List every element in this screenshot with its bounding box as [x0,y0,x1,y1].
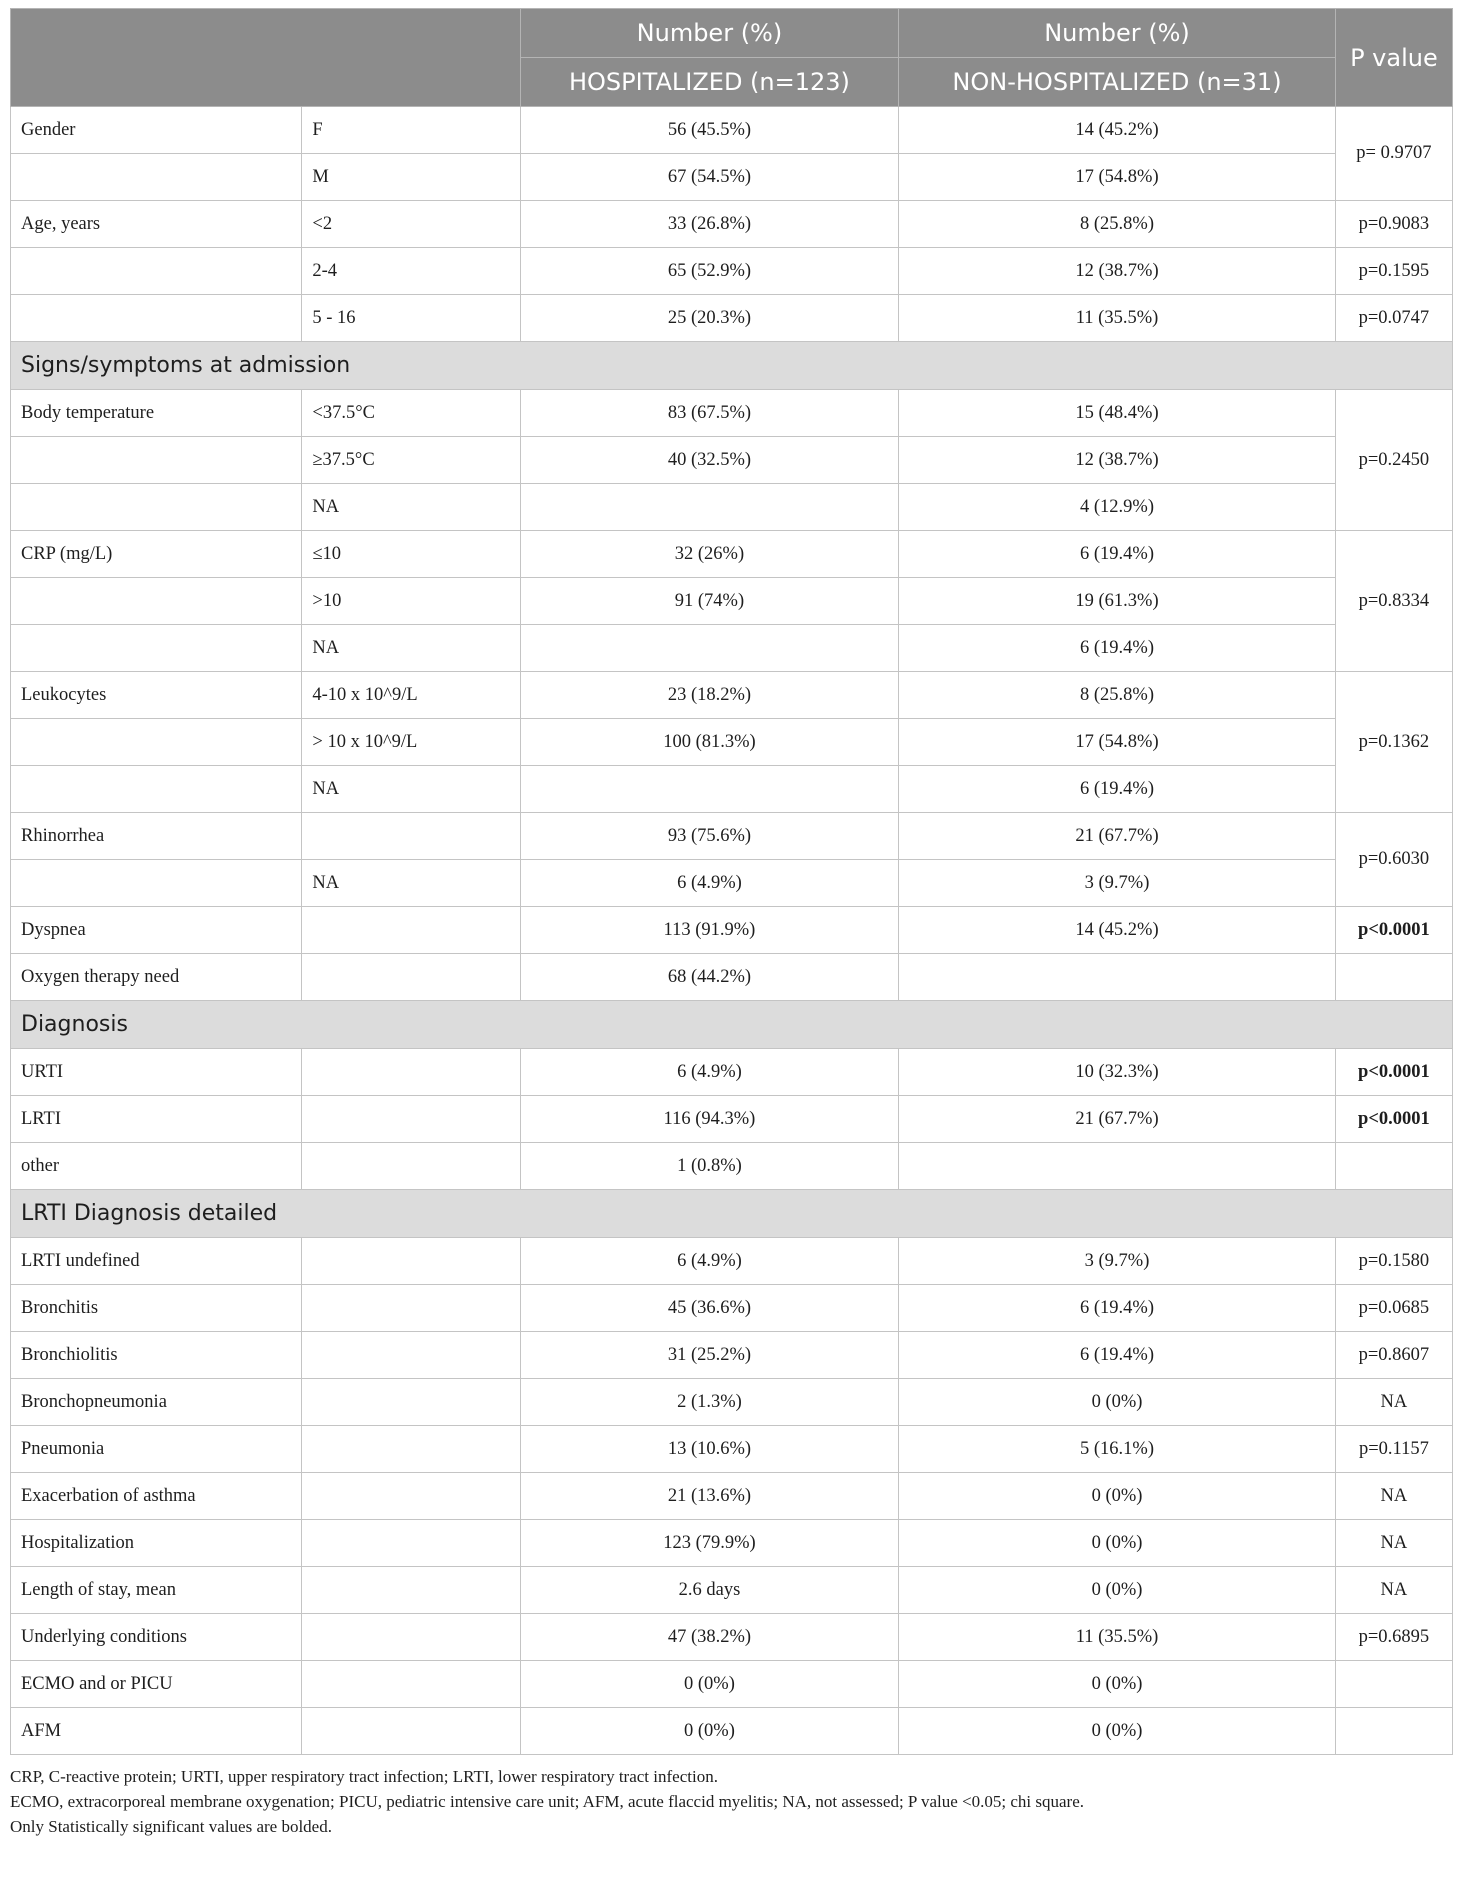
header-number-non-hospitalized: Number (%) [899,9,1336,58]
hospitalized-value-cell: 32 (26%) [520,531,899,578]
hospitalized-value-cell: 33 (26.8%) [520,201,899,248]
hospitalized-value-cell [520,625,899,672]
p-value-cell: NA [1335,1379,1452,1426]
hospitalized-value-cell: 1 (0.8%) [520,1143,899,1190]
row-label-cell: Gender [11,107,302,154]
p-value-cell: NA [1335,1567,1452,1614]
row-label-cell: AFM [11,1708,302,1755]
section-title: Diagnosis [11,1001,1453,1049]
non-hospitalized-value-cell: 0 (0%) [899,1708,1336,1755]
hospitalized-value-cell: 116 (94.3%) [520,1096,899,1143]
hospitalized-value-cell: 6 (4.9%) [520,860,899,907]
row-subcategory-cell: <2 [302,201,520,248]
row-subcategory-cell: >10 [302,578,520,625]
row-label-cell: LRTI undefined [11,1238,302,1285]
row-label-cell: Exacerbation of asthma [11,1473,302,1520]
row-label-cell [11,578,302,625]
hospitalized-value-cell [520,766,899,813]
non-hospitalized-value-cell: 21 (67.7%) [899,813,1336,860]
header-blank-cell [11,9,521,107]
table-container [10,8,1453,1839]
row-subcategory-cell: M [302,154,520,201]
footnotes [10,1764,1453,1839]
non-hospitalized-value-cell: 5 (16.1%) [899,1426,1336,1473]
non-hospitalized-value-cell: 6 (19.4%) [899,1332,1336,1379]
non-hospitalized-value-cell [899,954,1336,1001]
row-subcategory-cell [302,1379,520,1426]
non-hospitalized-value-cell: 19 (61.3%) [899,578,1336,625]
header-number-hospitalized: Number (%) [520,9,899,58]
table-row [11,1285,1453,1332]
row-subcategory-cell [302,1426,520,1473]
non-hospitalized-value-cell: 0 (0%) [899,1661,1336,1708]
row-subcategory-cell [302,954,520,1001]
row-label-cell [11,484,302,531]
row-subcategory-cell [302,907,520,954]
header-p-value: P value [1335,9,1452,107]
hospitalized-value-cell: 13 (10.6%) [520,1426,899,1473]
data-table [10,8,1453,1755]
non-hospitalized-value-cell: 6 (19.4%) [899,625,1336,672]
table-row [11,1143,1453,1190]
non-hospitalized-value-cell: 14 (45.2%) [899,107,1336,154]
p-value-cell [1335,1143,1452,1190]
p-value-cell: p=0.9083 [1335,201,1452,248]
p-value-cell [1335,1661,1452,1708]
row-label-cell: Bronchopneumonia [11,1379,302,1426]
row-label-cell: Hospitalization [11,1520,302,1567]
row-label-cell: Age, years [11,201,302,248]
row-label-cell: URTI [11,1049,302,1096]
row-subcategory-cell [302,1332,520,1379]
hospitalized-value-cell: 2 (1.3%) [520,1379,899,1426]
row-subcategory-cell: F [302,107,520,154]
table-row [11,437,1453,484]
row-subcategory-cell [302,1096,520,1143]
non-hospitalized-value-cell: 0 (0%) [899,1567,1336,1614]
row-label-cell: Oxygen therapy need [11,954,302,1001]
table-row [11,860,1453,907]
row-label-cell: Body temperature [11,390,302,437]
non-hospitalized-value-cell: 6 (19.4%) [899,766,1336,813]
row-subcategory-cell: 4-10 x 10^9/L [302,672,520,719]
header-hospitalized: HOSPITALIZED (n=123) [520,58,899,107]
table-row [11,201,1453,248]
table-row [11,390,1453,437]
row-label-cell [11,154,302,201]
hospitalized-value-cell: 45 (36.6%) [520,1285,899,1332]
row-label-cell [11,625,302,672]
non-hospitalized-value-cell: 0 (0%) [899,1520,1336,1567]
non-hospitalized-value-cell: 11 (35.5%) [899,295,1336,342]
hospitalized-value-cell: 83 (67.5%) [520,390,899,437]
row-subcategory-cell [302,1238,520,1285]
row-subcategory-cell [302,1285,520,1332]
table-row [11,1049,1453,1096]
table-row [11,154,1453,201]
non-hospitalized-value-cell: 12 (38.7%) [899,248,1336,295]
row-subcategory-cell [302,1143,520,1190]
row-subcategory-cell: 5 - 16 [302,295,520,342]
p-value-cell: p= 0.9707 [1335,107,1452,201]
row-subcategory-cell: <37.5°C [302,390,520,437]
row-label-cell: Rhinorrhea [11,813,302,860]
row-subcategory-cell [302,1614,520,1661]
p-value-cell: p=0.8607 [1335,1332,1452,1379]
p-value-cell: NA [1335,1473,1452,1520]
hospitalized-value-cell: 65 (52.9%) [520,248,899,295]
row-label-cell: Underlying conditions [11,1614,302,1661]
non-hospitalized-value-cell: 3 (9.7%) [899,1238,1336,1285]
row-subcategory-cell [302,1520,520,1567]
p-value-cell: p=0.0747 [1335,295,1452,342]
table-row [11,1379,1453,1426]
row-subcategory-cell [302,813,520,860]
table-row [11,1614,1453,1661]
row-label-cell [11,860,302,907]
non-hospitalized-value-cell: 8 (25.8%) [899,201,1336,248]
row-label-cell: ECMO and or PICU [11,1661,302,1708]
non-hospitalized-value-cell: 21 (67.7%) [899,1096,1336,1143]
hospitalized-value-cell: 67 (54.5%) [520,154,899,201]
non-hospitalized-value-cell: 12 (38.7%) [899,437,1336,484]
row-label-cell: Length of stay, mean [11,1567,302,1614]
hospitalized-value-cell [520,484,899,531]
row-subcategory-cell: NA [302,860,520,907]
hospitalized-value-cell: 23 (18.2%) [520,672,899,719]
hospitalized-value-cell: 91 (74%) [520,578,899,625]
footnote-line: CRP, C-reactive protein; URTI, upper respiratory tract infection; LRTI, lower respiratory tract infection. [10,1767,718,1786]
row-subcategory-cell: NA [302,484,520,531]
row-label-cell [11,248,302,295]
hospitalized-value-cell: 113 (91.9%) [520,907,899,954]
table-row [11,1473,1453,1520]
row-label-cell: Bronchitis [11,1285,302,1332]
p-value-cell: p=0.2450 [1335,390,1452,531]
p-value-cell: p=0.6895 [1335,1614,1452,1661]
row-subcategory-cell [302,1708,520,1755]
table-row [11,531,1453,578]
table-row [11,1096,1453,1143]
hospitalized-value-cell: 40 (32.5%) [520,437,899,484]
hospitalized-value-cell: 0 (0%) [520,1708,899,1755]
hospitalized-value-cell: 31 (25.2%) [520,1332,899,1379]
non-hospitalized-value-cell: 0 (0%) [899,1379,1336,1426]
section-title: LRTI Diagnosis detailed [11,1190,1453,1238]
hospitalized-value-cell: 123 (79.9%) [520,1520,899,1567]
non-hospitalized-value-cell: 6 (19.4%) [899,1285,1336,1332]
table-row [11,1708,1453,1755]
row-label-cell: CRP (mg/L) [11,531,302,578]
non-hospitalized-value-cell: 3 (9.7%) [899,860,1336,907]
non-hospitalized-value-cell: 4 (12.9%) [899,484,1336,531]
row-label-cell: Pneumonia [11,1426,302,1473]
table-row [11,1567,1453,1614]
p-value-cell: p=0.0685 [1335,1285,1452,1332]
row-label-cell [11,766,302,813]
row-subcategory-cell [302,1049,520,1096]
footnote-line: Only Statistically significant values are bolded. [10,1817,332,1836]
table-row [11,484,1453,531]
section-row [11,342,1453,390]
table-row [11,672,1453,719]
hospitalized-value-cell: 0 (0%) [520,1661,899,1708]
row-subcategory-cell [302,1661,520,1708]
non-hospitalized-value-cell: 17 (54.8%) [899,719,1336,766]
p-value-cell [1335,1708,1452,1755]
table-row [11,248,1453,295]
non-hospitalized-value-cell: 15 (48.4%) [899,390,1336,437]
p-value-cell: p=0.1595 [1335,248,1452,295]
non-hospitalized-value-cell: 14 (45.2%) [899,907,1336,954]
row-label-cell: LRTI [11,1096,302,1143]
table-row [11,625,1453,672]
row-subcategory-cell: NA [302,625,520,672]
hospitalized-value-cell: 21 (13.6%) [520,1473,899,1520]
hospitalized-value-cell: 6 (4.9%) [520,1049,899,1096]
hospitalized-value-cell: 68 (44.2%) [520,954,899,1001]
table-body [11,107,1453,1755]
table-row [11,107,1453,154]
row-label-cell: other [11,1143,302,1190]
section-row [11,1001,1453,1049]
p-value-cell: p=0.8334 [1335,531,1452,672]
row-label-cell [11,295,302,342]
non-hospitalized-value-cell: 10 (32.3%) [899,1049,1336,1096]
table-row [11,813,1453,860]
table-row [11,954,1453,1001]
non-hospitalized-value-cell: 0 (0%) [899,1473,1336,1520]
table-row [11,766,1453,813]
hospitalized-value-cell: 93 (75.6%) [520,813,899,860]
row-subcategory-cell: NA [302,766,520,813]
p-value-cell: p=0.1362 [1335,672,1452,813]
section-title: Signs/symptoms at admission [11,342,1453,390]
header-non-hospitalized: NON-HOSPITALIZED (n=31) [899,58,1336,107]
p-value-cell [1335,954,1452,1001]
hospitalized-value-cell: 47 (38.2%) [520,1614,899,1661]
row-subcategory-cell [302,1567,520,1614]
section-row [11,1190,1453,1238]
row-subcategory-cell [302,1473,520,1520]
p-value-cell: p<0.0001 [1335,907,1452,954]
row-subcategory-cell: > 10 x 10^9/L [302,719,520,766]
p-value-cell: p<0.0001 [1335,1049,1452,1096]
p-value-cell: NA [1335,1520,1452,1567]
hospitalized-value-cell: 2.6 days [520,1567,899,1614]
table-row [11,578,1453,625]
table-row [11,1238,1453,1285]
table-row [11,295,1453,342]
non-hospitalized-value-cell [899,1143,1336,1190]
non-hospitalized-value-cell: 17 (54.8%) [899,154,1336,201]
p-value-cell: p=0.1580 [1335,1238,1452,1285]
p-value-cell: p<0.0001 [1335,1096,1452,1143]
hospitalized-value-cell: 100 (81.3%) [520,719,899,766]
table-row [11,1661,1453,1708]
hospitalized-value-cell: 6 (4.9%) [520,1238,899,1285]
table-row [11,1426,1453,1473]
non-hospitalized-value-cell: 6 (19.4%) [899,531,1336,578]
row-label-cell: Dyspnea [11,907,302,954]
non-hospitalized-value-cell: 8 (25.8%) [899,672,1336,719]
table-header [11,9,1453,107]
table-row [11,1520,1453,1567]
row-label-cell: Leukocytes [11,672,302,719]
footnote-line: ECMO, extracorporeal membrane oxygenation; PICU, pediatric intensive care unit; AFM, acute flaccid myelitis; NA, not assessed; P value <0.05; chi square. [10,1792,1085,1811]
row-subcategory-cell: 2-4 [302,248,520,295]
table-row [11,719,1453,766]
row-label-cell: Bronchiolitis [11,1332,302,1379]
table-row [11,1332,1453,1379]
p-value-cell: p=0.1157 [1335,1426,1452,1473]
p-value-cell: p=0.6030 [1335,813,1452,907]
row-label-cell [11,437,302,484]
row-label-cell [11,719,302,766]
row-subcategory-cell: ≥37.5°C [302,437,520,484]
non-hospitalized-value-cell: 11 (35.5%) [899,1614,1336,1661]
hospitalized-value-cell: 56 (45.5%) [520,107,899,154]
hospitalized-value-cell: 25 (20.3%) [520,295,899,342]
table-row [11,907,1453,954]
row-subcategory-cell: ≤10 [302,531,520,578]
